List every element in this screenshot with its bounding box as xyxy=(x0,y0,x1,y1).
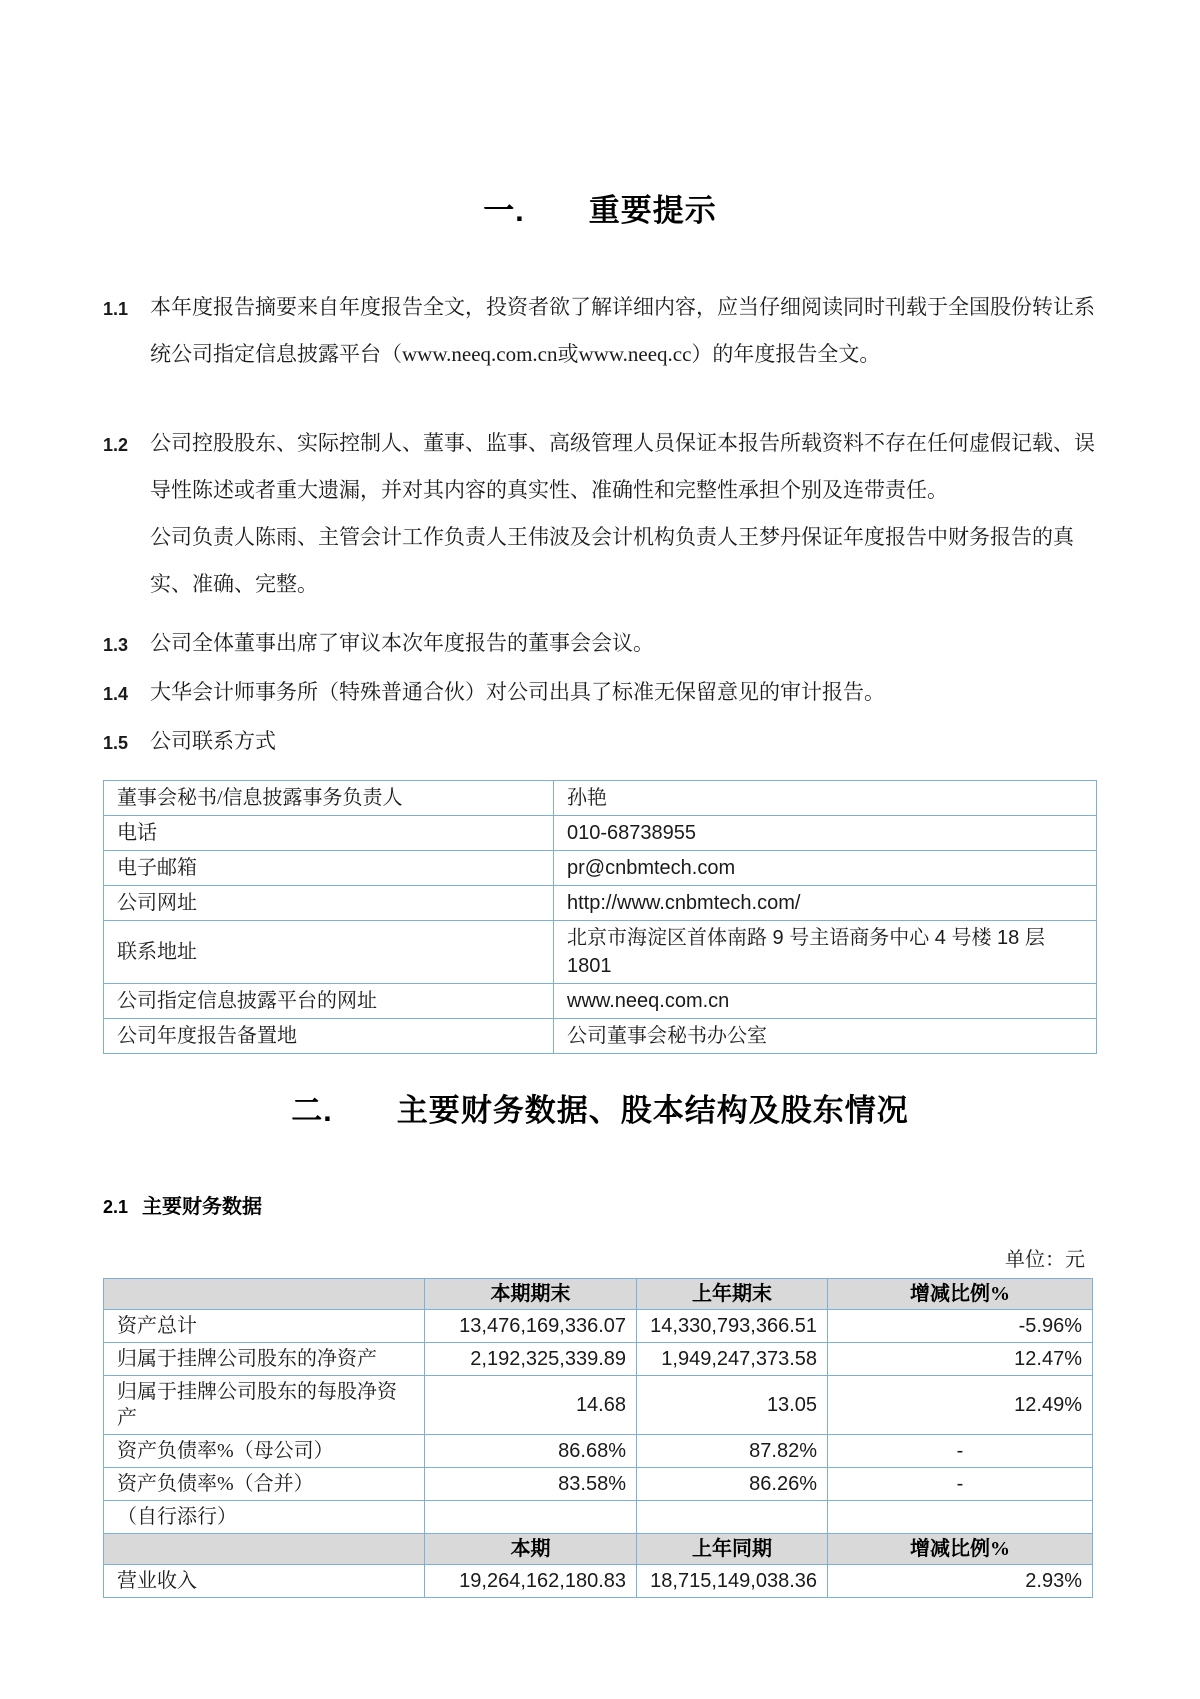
value-previous xyxy=(637,1501,828,1534)
value-current xyxy=(425,1501,637,1534)
contact-label: 公司网址 xyxy=(104,886,554,921)
row-label: 资产总计 xyxy=(104,1310,425,1343)
row-label: 营业收入 xyxy=(104,1565,425,1598)
value-current: 2,192,325,339.89 xyxy=(425,1343,637,1376)
contact-label: 公司年度报告备置地 xyxy=(104,1019,554,1054)
paragraph-1-1 xyxy=(103,284,1097,378)
paragraph-text: 公司全体董事出席了审议本次年度报告的董事会会议。 xyxy=(150,631,654,655)
value-change: 2.93% xyxy=(828,1565,1093,1598)
value-current: 86.68% xyxy=(425,1435,637,1468)
contact-label: 董事会秘书/信息披露事务负责人 xyxy=(104,781,554,816)
value-current: 19,264,162,180.83 xyxy=(425,1565,637,1598)
paragraph-text: 公司联系方式 xyxy=(150,729,276,753)
table-row xyxy=(104,1435,1093,1468)
value-current: 14.68 xyxy=(425,1376,637,1435)
table-row xyxy=(104,886,1097,921)
contact-value: 北京市海淀区首体南路 9 号主语商务中心 4 号楼 18 层 1801 xyxy=(554,921,1097,984)
paragraph-1-3 xyxy=(103,620,1097,669)
paragraph-text: 大华会计师事务所（特殊普通合伙）对公司出具了标准无保留意见的审计报告。 xyxy=(150,680,885,704)
paragraph-text-part1: 公司控股股东、实际控制人、董事、监事、高级管理人员保证本报告所载资料不存在任何虚假记载、误导性陈述或者重大遗漏，并对其内容的真实性、准确性和完整性承担个别及连带责任。 xyxy=(150,431,1095,502)
paragraph-text xyxy=(150,420,1097,608)
paragraph-number: 1.5 xyxy=(103,733,129,753)
table-row xyxy=(104,1343,1093,1376)
header-cell: 增减比例% xyxy=(828,1534,1093,1565)
value-previous: 13.05 xyxy=(637,1376,828,1435)
paragraph-number: 1.1 xyxy=(103,299,129,319)
table-row xyxy=(104,1376,1093,1435)
row-label: （自行添行） xyxy=(104,1501,425,1534)
table-row xyxy=(104,1565,1093,1598)
value-current: 83.58% xyxy=(425,1468,637,1501)
value-previous: 87.82% xyxy=(637,1435,828,1468)
row-label: 归属于挂牌公司股东的每股净资产 xyxy=(104,1376,425,1435)
table-row xyxy=(104,1501,1093,1534)
unit-note: 单位：元 xyxy=(1005,1249,1085,1271)
value-change xyxy=(828,1501,1093,1534)
table-row xyxy=(104,781,1097,816)
contact-label: 联系地址 xyxy=(104,921,554,984)
row-label: 资产负债率%（母公司） xyxy=(104,1435,425,1468)
contact-value: http://www.cnbmtech.com/ xyxy=(554,886,1097,921)
table-header-row xyxy=(104,1534,1093,1565)
value-change: - xyxy=(828,1435,1093,1468)
paragraph-number: 1.4 xyxy=(103,684,129,704)
row-label: 归属于挂牌公司股东的净资产 xyxy=(104,1343,425,1376)
value-change: -5.96% xyxy=(828,1310,1093,1343)
contact-value: pr@cnbmtech.com xyxy=(554,851,1097,886)
table-row xyxy=(104,816,1097,851)
header-cell xyxy=(104,1534,425,1565)
value-change: - xyxy=(828,1468,1093,1501)
subsection-heading xyxy=(103,1190,1097,1219)
value-change: 12.47% xyxy=(828,1343,1093,1376)
contact-value: 公司董事会秘书办公室 xyxy=(554,1019,1097,1054)
document-content xyxy=(103,0,1097,1598)
table-row xyxy=(104,851,1097,886)
table-row xyxy=(104,1468,1093,1501)
header-cell xyxy=(104,1279,425,1310)
table-row xyxy=(104,1310,1093,1343)
contact-label: 电话 xyxy=(104,816,554,851)
paragraph-1-4 xyxy=(103,669,1097,718)
contact-label: 公司指定信息披露平台的网址 xyxy=(104,984,554,1019)
header-cell: 上年期末 xyxy=(637,1279,828,1310)
paragraph-number: 1.2 xyxy=(103,435,129,455)
table-header-row xyxy=(104,1279,1093,1310)
section2-title: 二. 主要财务数据、股本结构及股东情况 xyxy=(291,1093,909,1128)
value-previous: 1,949,247,373.58 xyxy=(637,1343,828,1376)
header-cell: 本期 xyxy=(425,1534,637,1565)
paragraph-1-5 xyxy=(103,718,1097,767)
value-change: 12.49% xyxy=(828,1376,1093,1435)
section1-title: 一. 重要提示 xyxy=(483,193,717,228)
value-current: 13,476,169,336.07 xyxy=(425,1310,637,1343)
paragraph-number: 1.3 xyxy=(103,635,129,655)
value-previous: 18,715,149,038.36 xyxy=(637,1565,828,1598)
subsection-title: 主要财务数据 xyxy=(142,1196,263,1218)
contact-value: 010-68738955 xyxy=(554,816,1097,851)
paragraph-text-part2: 公司负责人陈雨、主管会计工作负责人王伟波及会计机构负责人王梦丹保证年度报告中财务报告的真实、准确、完整。 xyxy=(150,525,1074,596)
contact-label: 电子邮箱 xyxy=(104,851,554,886)
financial-table xyxy=(103,1278,1093,1598)
table-row xyxy=(104,921,1097,984)
header-cell: 上年同期 xyxy=(637,1534,828,1565)
table-row xyxy=(104,1019,1097,1054)
subsection-number: 2.1 xyxy=(103,1197,129,1217)
table-row xyxy=(104,984,1097,1019)
paragraph-1-2 xyxy=(103,420,1097,608)
contact-value: 孙艳 xyxy=(554,781,1097,816)
contact-table xyxy=(103,780,1097,1054)
header-cell: 增减比例% xyxy=(828,1279,1093,1310)
value-previous: 14,330,793,366.51 xyxy=(637,1310,828,1343)
contact-value: www.neeq.com.cn xyxy=(554,984,1097,1019)
row-label: 资产负债率%（合并） xyxy=(104,1468,425,1501)
paragraph-text: 本年度报告摘要来自年度报告全文，投资者欲了解详细内容，应当仔细阅读同时刊载于全国股份转让系统公司指定信息披露平台（www.neeq.com.cn或www.neeq.cc）的年度报告全文。 xyxy=(150,295,1095,366)
header-cell: 本期期末 xyxy=(425,1279,637,1310)
value-previous: 86.26% xyxy=(637,1468,828,1501)
